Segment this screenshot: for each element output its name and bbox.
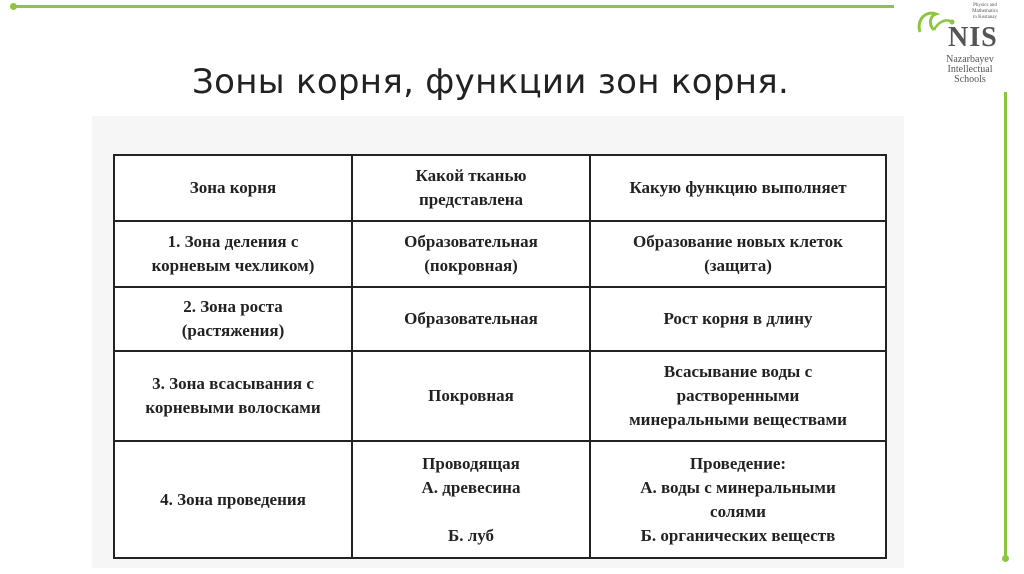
logo-caption: Physics and Mathematics in Kostanay <box>972 3 998 20</box>
table-row <box>114 287 886 351</box>
table-cell: Покровная <box>352 351 590 441</box>
table-row <box>114 441 886 558</box>
table-cell: Рост корня в длину <box>590 287 886 351</box>
table-cell: 2. Зона роста (растяжения) <box>114 287 352 351</box>
logo-name: NIS <box>948 22 998 53</box>
side-accent-line <box>1004 92 1007 558</box>
table-cell: 1. Зона деления с корневым чехликом) <box>114 221 352 287</box>
table-cell: Всасывание воды с растворенными минеральными веществами <box>590 351 886 441</box>
table-header-cell: Какой тканью представлена <box>352 155 590 221</box>
table-header-row <box>114 155 886 221</box>
table-cell: 3. Зона всасывания с корневыми волосками <box>114 351 352 441</box>
table-header-cell: Зона корня <box>114 155 352 221</box>
table-cell: Образовательная <box>352 287 590 351</box>
logo-school-name: Nazarbayev Intellectual Schools <box>946 54 994 85</box>
table-cell: Проведение: А. воды с минеральными солями Б. органических веществ <box>590 441 886 558</box>
top-accent-line <box>14 5 894 8</box>
page-title: Зоны корня, функции зон корня. <box>192 62 790 102</box>
table-row <box>114 221 886 287</box>
table-cell: Образование новых клеток (защита) <box>590 221 886 287</box>
table-cell: 4. Зона проведения <box>114 441 352 558</box>
root-zones-table <box>113 154 887 559</box>
table-cell: Образовательная (покровная) <box>352 221 590 287</box>
table-cell: Проводящая А. древесина Б. луб <box>352 441 590 558</box>
table-header-cell: Какую функцию выполняет <box>590 155 886 221</box>
table-row <box>114 351 886 441</box>
